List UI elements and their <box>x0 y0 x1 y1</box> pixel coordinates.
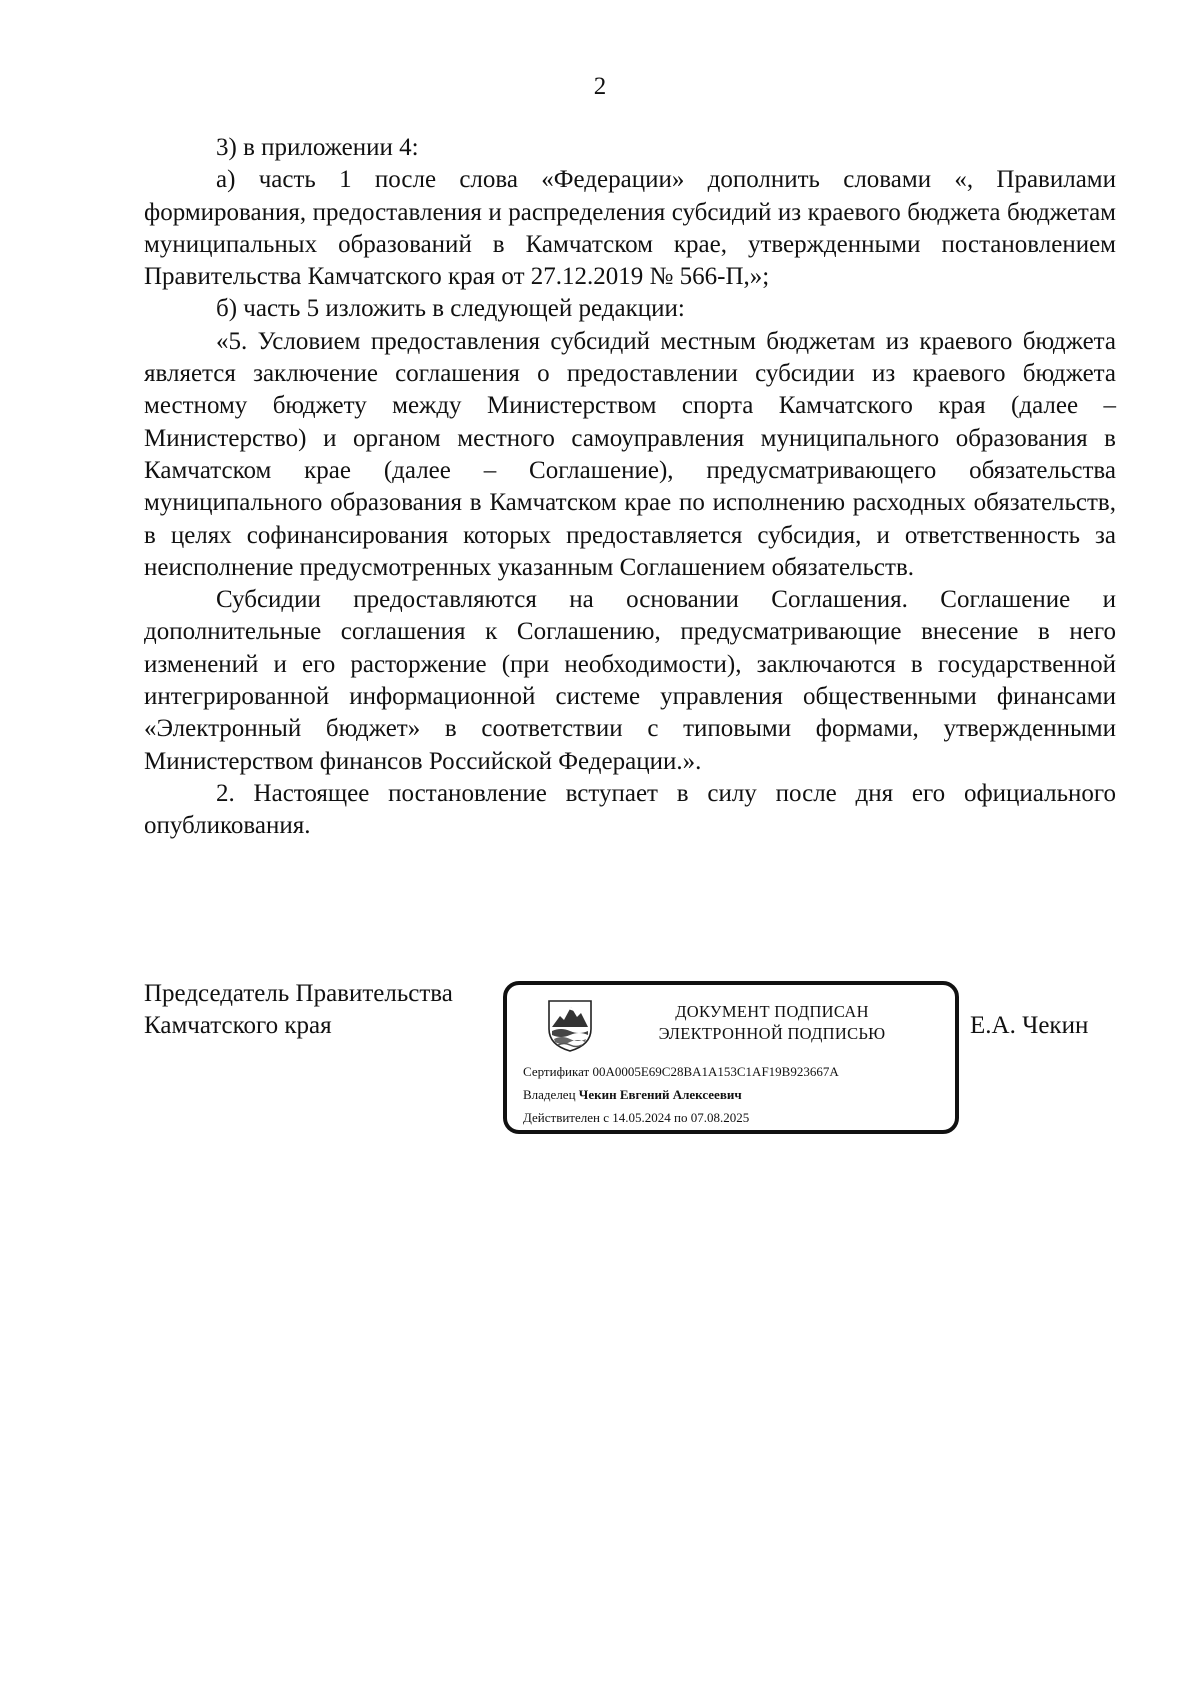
stamp-valid-label: Действителен с <box>523 1110 609 1125</box>
signatory-position <box>144 978 453 1042</box>
paragraph-entry-into-force: 2. Настоящее постановление вступает в силу после дня его официального опубликования. <box>144 779 1116 840</box>
signer-name: Е.А. Чекин <box>970 1012 1089 1039</box>
paragraph-appendix-4: 3) в приложении 4: <box>216 134 419 161</box>
paragraph-subsidies: Субсидии предоставляются на основании Соглашения. Соглашение и дополнительные соглашения к Соглашению, предусматривающие внесение в него изменений и его расторжение (при необходимости), заключаются в государственной интегрированной информационной системе управления общественными финансами «Электронный бюджет» в соответствии с типовыми формами, утвержденными Министерством финансов Российской Федерации.». <box>144 586 1116 775</box>
stamp-valid-to: 07.08.2025 <box>690 1110 750 1125</box>
stamp-valid-to-label: по <box>674 1110 688 1125</box>
paragraph-item-b: б) часть 5 изложить в следующей редакции: <box>216 295 685 323</box>
electronic-signature-stamp <box>503 981 959 1134</box>
paragraph-item-a: а) часть 1 после слова «Федерации» дополнить словами «, Правилами формирования, предоставления и распределения субсидий из краевого бюджета бюджетам муниципальных образований в Камчатском крае, утвержденными постановлением Правительства Камчатского края от 27.12.2019 № 566-П,»; <box>144 166 1116 291</box>
paragraph-part-5-text: «5. Условием предоставления субсидий местным бюджетам из краевого бюджета является заключение соглашения о предоставлении субсидии из краевого бюджета местному бюджету между Министерством спорта Камчатского края (далее – Министерство) и органом местного самоуправления муниципального образования в Камчатском крае (далее – Соглашение), предусматривающего обязательства муниципального образования в Камчатском крае по исполнению расходных обязательств, в целях софинансирования которых предоставляется субсидия, и ответственность за неисполнение предусмотренных указанным Соглашением обязательств. <box>144 327 1116 581</box>
stamp-owner-value: Чекин Евгений Алексеевич <box>578 1087 742 1102</box>
stamp-validity <box>523 1109 749 1126</box>
stamp-certificate-value: 00A0005E69C28BA1A153C1AF19B923667A <box>592 1064 839 1079</box>
stamp-owner <box>523 1086 742 1103</box>
stamp-title-line1: ДОКУМЕНТ ПОДПИСАН <box>675 1002 869 1021</box>
page-number: 2 <box>593 73 607 100</box>
stamp-certificate <box>523 1063 839 1080</box>
document-body <box>144 132 1116 843</box>
stamp-certificate-label: Сертификат <box>523 1064 590 1079</box>
kamchatka-emblem-icon <box>545 997 595 1053</box>
signatory-position-line1: Председатель Правительства <box>144 980 453 1007</box>
stamp-owner-label: Владелец <box>523 1087 576 1102</box>
stamp-valid-from: 14.05.2024 <box>612 1110 671 1125</box>
stamp-title-line2: ЭЛЕКТРОННОЙ ПОДПИСЬЮ <box>658 1024 886 1043</box>
signatory-position-line2: Камчатского края <box>144 1012 332 1039</box>
